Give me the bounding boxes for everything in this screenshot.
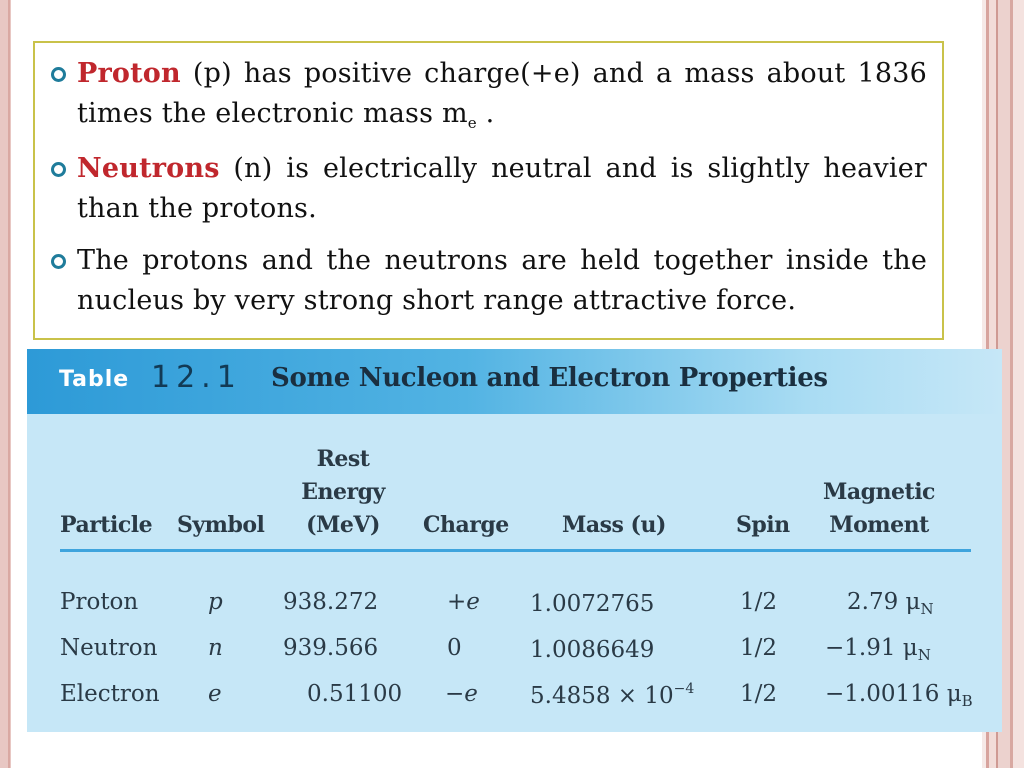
header-rest-energy-line2: Energy [301,479,385,505]
bullet-neutrons [47,149,927,229]
cell-mass-exponent: −4 [673,681,695,697]
cell-mass [530,589,654,617]
cell-symbol: n [208,635,223,661]
cell-spin: 1/2 [740,635,778,661]
subscript-e: e [467,114,477,132]
cell-moment-subscript: B [961,692,973,710]
table-header-bar [27,349,1002,414]
cell-symbol: p [208,589,223,615]
cell-moment [825,681,973,710]
bullet-end: . [476,98,495,129]
cell-mass [530,635,654,663]
cell-mass-value: 1.0072765 [530,591,655,617]
bullet-text: The protons and the neutrons are held together inside the nucleus by very strong short range attractive force. [77,245,927,316]
cell-charge: −e [445,681,478,707]
header-rest-energy [295,443,391,542]
cell-moment [847,589,934,618]
header-magnetic-line2: Moment [829,512,929,538]
bullet-ring-icon [51,67,66,82]
header-symbol: Symbol [177,512,265,538]
bullet-body: (p) has positive charge(+e) and a mass about 1836 times the electronic mass m [77,58,927,129]
cell-moment-value: 2.79 μ [847,589,921,615]
table-number: 12.1 [151,360,242,395]
cell-energy: 939.566 [283,635,379,661]
bullet-text-box [33,41,944,340]
bullet-force [47,241,927,321]
bullet-text [77,149,927,229]
left-decorative-border [0,0,11,768]
cell-charge: 0 [447,635,462,661]
term-neutrons: Neutrons [77,153,220,184]
header-magnetic-line1: Magnetic [823,479,935,505]
cell-moment-value: −1.91 μ [825,635,918,661]
bullet-text [77,54,927,143]
header-magnetic-moment [823,476,935,542]
cell-moment-value: −1.00116 μ [825,681,962,707]
cell-moment-subscript: N [917,646,931,664]
bullet-ring-icon [51,162,66,177]
header-charge: Charge [423,512,509,538]
cell-mass-value: 5.4858 × 10 [530,683,674,709]
header-rest-energy-line1: Rest [316,446,370,472]
cell-mass [530,681,694,709]
cell-particle: Neutron [60,635,158,661]
cell-particle: Proton [60,589,139,615]
cell-moment [825,635,931,664]
cell-spin: 1/2 [740,589,778,615]
bullet-ring-icon [51,254,66,269]
properties-table [27,349,1002,732]
cell-energy: 938.272 [283,589,379,615]
header-mass: Mass (u) [562,512,666,538]
header-spin: Spin [736,512,790,538]
bullet-body: (n) is electrically neutral and is slightly heavier than the protons. [77,153,927,224]
cell-energy: 0.51100 [307,681,403,707]
cell-charge: +e [447,589,480,615]
table-title: Some Nucleon and Electron Properties [271,363,828,393]
header-rest-energy-line3: (MeV) [306,512,380,538]
header-rule [60,549,971,552]
cell-symbol: e [208,681,222,707]
header-particle: Particle [60,512,153,538]
table-label: Table [59,367,130,392]
bullet-proton [47,54,927,143]
cell-mass-value: 1.0086649 [530,637,655,663]
cell-particle: Electron [60,681,160,707]
cell-moment-subscript: N [920,600,934,618]
cell-spin: 1/2 [740,681,778,707]
term-proton: Proton [77,58,181,89]
